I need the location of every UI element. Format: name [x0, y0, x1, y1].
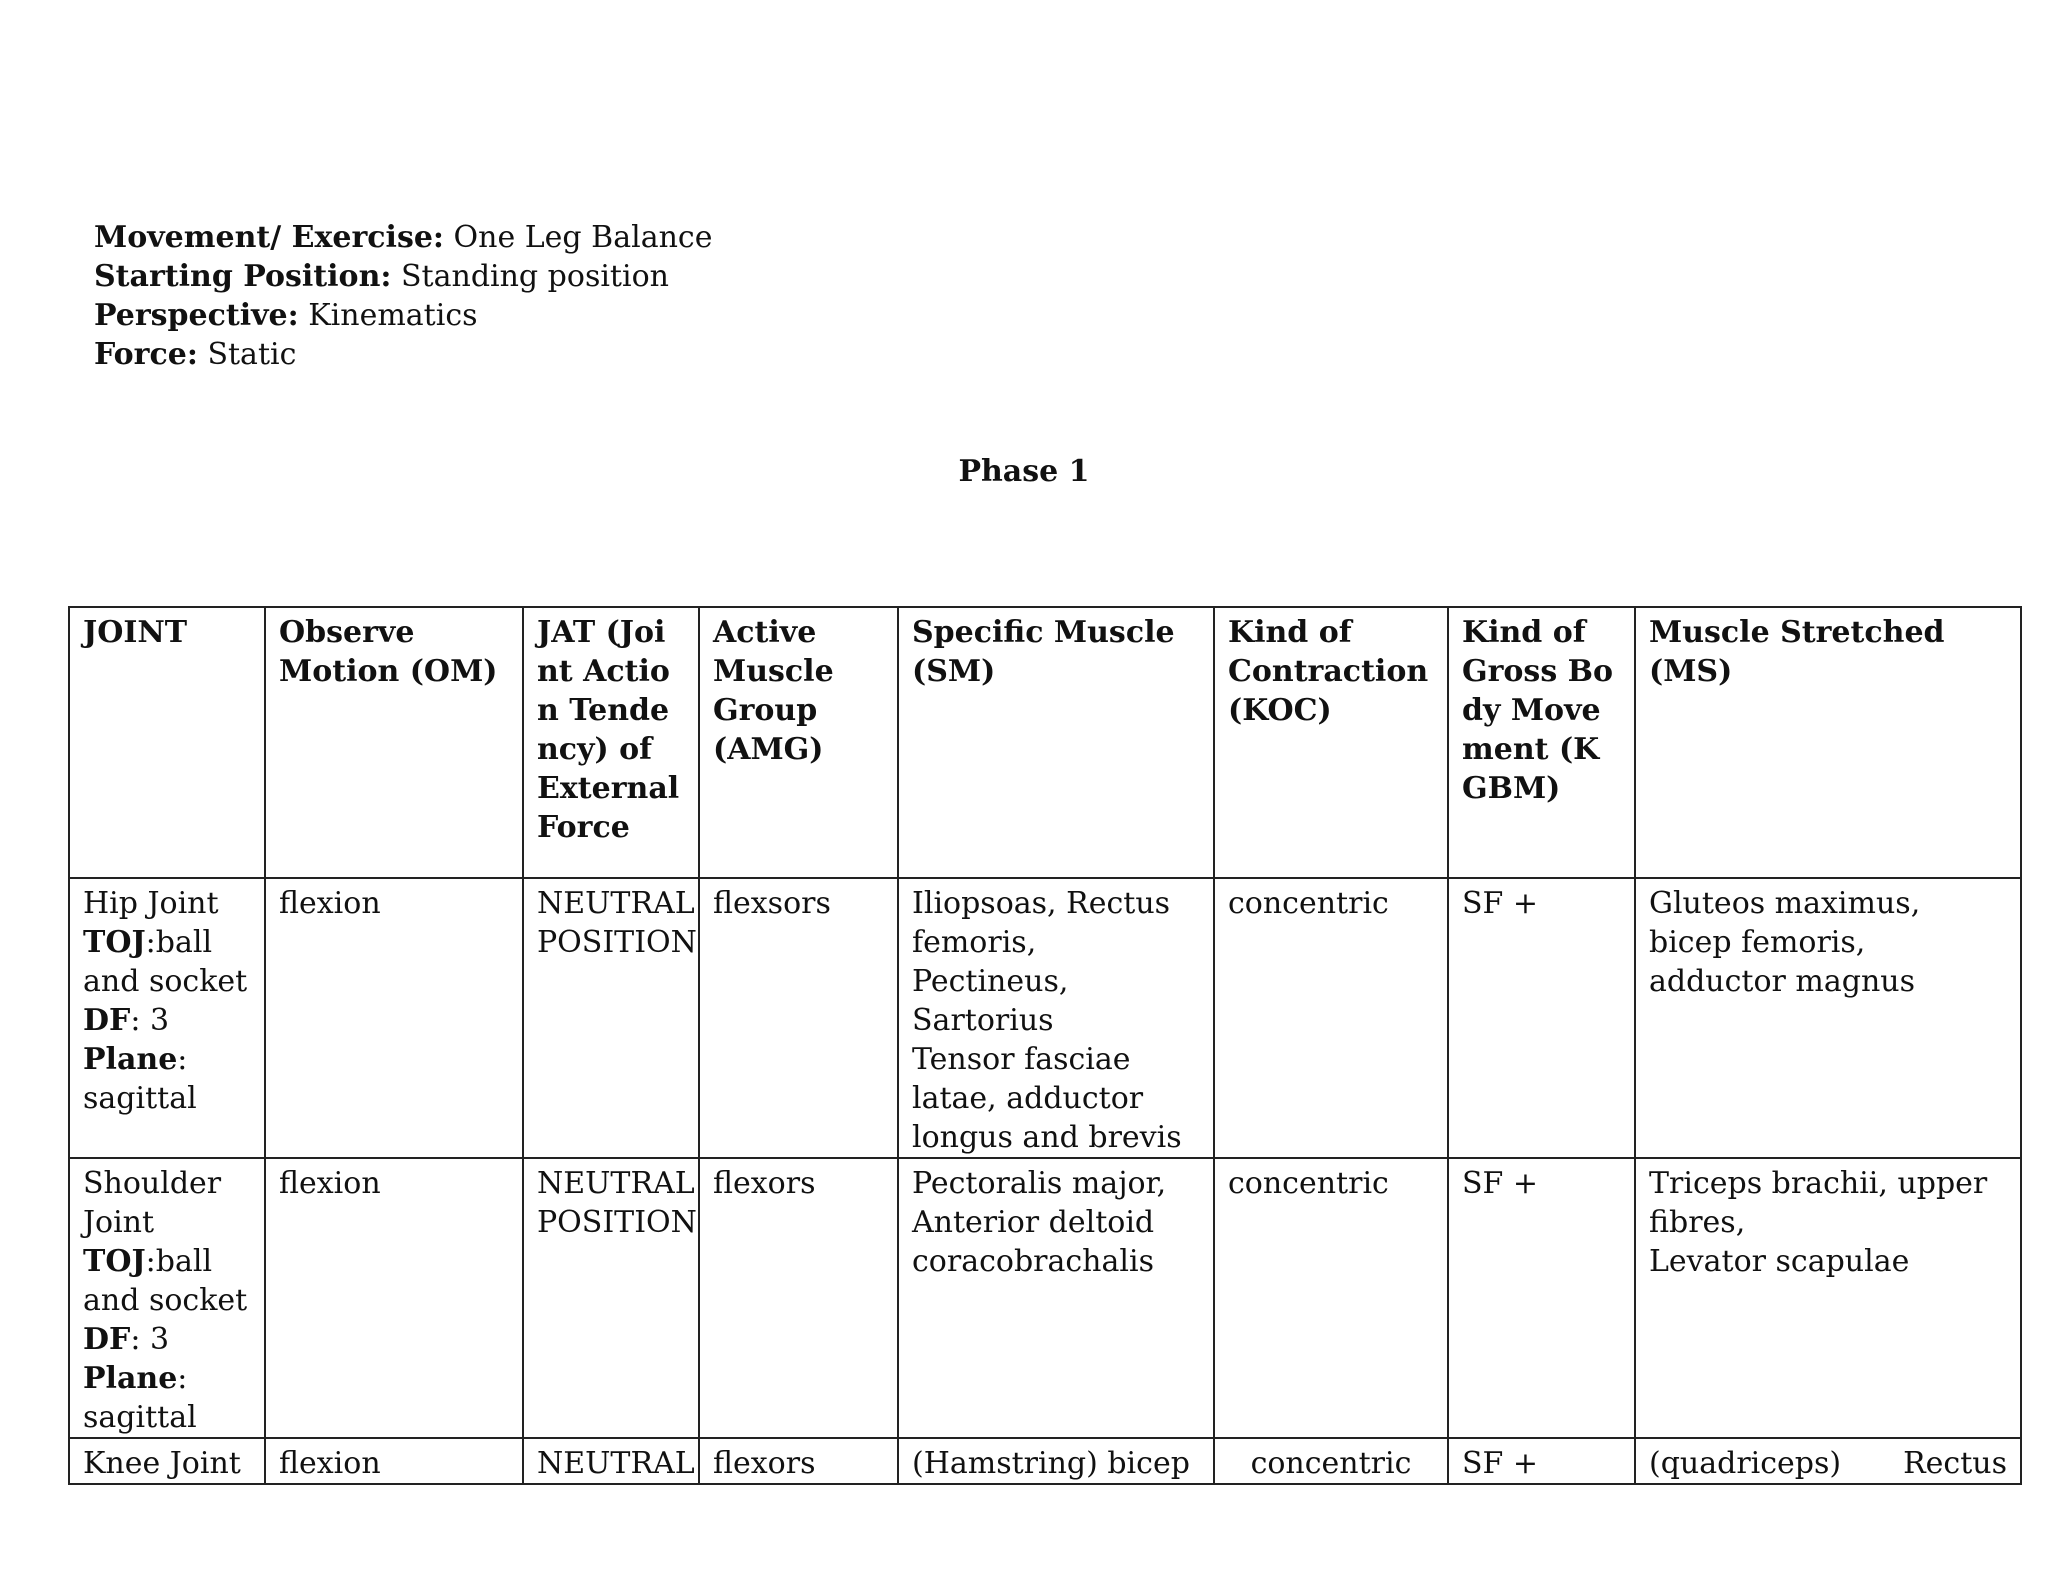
force-value: Static	[207, 337, 297, 372]
jat-cell: NEUTRAL POSITION	[523, 1158, 699, 1438]
phase-title: Phase 1	[958, 454, 1090, 489]
muscle-stretched-line: Gluteos maximus, bicep femoris, adductor magnus	[1649, 886, 1921, 999]
force-label: Force:	[94, 337, 198, 372]
specific-muscle-cell	[898, 1158, 1214, 1438]
specific-muscle-line: Tensor fasciae latae, adductor longus and brevis	[912, 1042, 1182, 1155]
muscle-stretched-cell	[1635, 878, 2021, 1158]
movement-label: Movement/ Exercise:	[94, 220, 444, 255]
specific-muscle-line: Iliopsoas, Rectus femoris,	[912, 886, 1171, 960]
header-jat: JAT (Joint Action Tendency) of External Force	[523, 607, 699, 878]
active-muscle-group-cell: flexors	[699, 1158, 898, 1438]
kgbm-cell: SF +	[1448, 1438, 1635, 1484]
header-active-muscle-group: Active Muscle Group (AMG)	[699, 607, 898, 878]
specific-muscle-cell	[898, 1438, 1214, 1484]
table-row	[69, 878, 2021, 1158]
specific-muscle-line: coracobrachalis	[912, 1244, 1154, 1279]
joint-name: Knee Joint	[83, 1446, 241, 1481]
joint-cell	[69, 1438, 265, 1484]
exercise-meta	[94, 218, 712, 374]
joint-name: Shoulder Joint	[83, 1166, 222, 1240]
joint-cell	[69, 878, 265, 1158]
active-muscle-group-cell: flexors	[699, 1438, 898, 1484]
force-line	[94, 335, 712, 374]
header-joint: JOINT	[69, 607, 265, 878]
table-row	[69, 1158, 2021, 1438]
toj-label: TOJ	[83, 925, 146, 960]
specific-muscle-line: Pectineus,	[912, 964, 1069, 999]
df-label: DF	[83, 1003, 131, 1038]
header-kind-of-gross-body-movement: Kind of Gross Body Movement (KGBM)	[1448, 607, 1635, 878]
header-specific-muscle: Specific Muscle (SM)	[898, 607, 1214, 878]
movement-line	[94, 218, 712, 257]
muscle-stretched-line: (quadriceps) Rectus	[1649, 1446, 2007, 1481]
starting-position-label: Starting Position:	[94, 259, 392, 294]
active-muscle-group-cell: flexsors	[699, 878, 898, 1158]
table-row	[69, 1438, 2021, 1484]
header-muscle-stretched: Muscle Stretched (MS)	[1635, 607, 2021, 878]
perspective-line	[94, 296, 712, 335]
observe-motion-cell: flexion	[265, 1438, 523, 1484]
perspective-label: Perspective:	[94, 298, 299, 333]
starting-position-value: Standing position	[401, 259, 669, 294]
muscle-stretched-line: Triceps brachii, upper fibres,	[1649, 1166, 1988, 1240]
plane-value: : sagittal	[83, 1042, 197, 1116]
toj-value: :ball and socket	[83, 1244, 248, 1318]
starting-position-line	[94, 257, 712, 296]
movement-value: One Leg Balance	[453, 220, 713, 255]
joint-cell	[69, 1158, 265, 1438]
specific-muscle-line: (Hamstring) bicep	[912, 1446, 1190, 1481]
specific-muscle-line: Anterior deltoid	[912, 1205, 1155, 1240]
muscle-stretched-cell	[1635, 1158, 2021, 1438]
toj-value: :ball and socket	[83, 925, 248, 999]
specific-muscle-line: Sartorius	[912, 1003, 1054, 1038]
muscle-stretched-cell	[1635, 1438, 2021, 1484]
plane-label: Plane	[83, 1042, 178, 1077]
kgbm-cell: SF +	[1448, 878, 1635, 1158]
kind-of-contraction-cell: concentric	[1214, 1438, 1448, 1484]
kgbm-cell: SF +	[1448, 1158, 1635, 1438]
header-kind-of-contraction: Kind of Contraction (KOC)	[1214, 607, 1448, 878]
perspective-value: Kinematics	[308, 298, 478, 333]
kind-of-contraction-cell: concentric	[1214, 1158, 1448, 1438]
plane-label: Plane	[83, 1361, 178, 1396]
plane-value: : sagittal	[83, 1361, 197, 1435]
df-value: : 3	[130, 1322, 170, 1357]
header-observe-motion: Observe Motion (OM)	[265, 607, 523, 878]
kind-of-contraction-cell: concentric	[1214, 878, 1448, 1158]
df-value: : 3	[130, 1003, 170, 1038]
analysis-table	[68, 606, 2022, 1485]
specific-muscle-cell	[898, 878, 1214, 1158]
toj-label: TOJ	[83, 1244, 146, 1279]
jat-cell: NEUTRAL POSITION	[523, 878, 699, 1158]
muscle-stretched-line: Levator scapulae	[1649, 1244, 1910, 1279]
specific-muscle-line: Pectoralis major,	[912, 1166, 1167, 1201]
joint-name: Hip Joint	[83, 886, 219, 921]
observe-motion-cell: flexion	[265, 878, 523, 1158]
df-label: DF	[83, 1322, 131, 1357]
jat-cell: NEUTRAL	[523, 1438, 699, 1484]
observe-motion-cell: flexion	[265, 1158, 523, 1438]
table-header-row	[69, 607, 2021, 878]
